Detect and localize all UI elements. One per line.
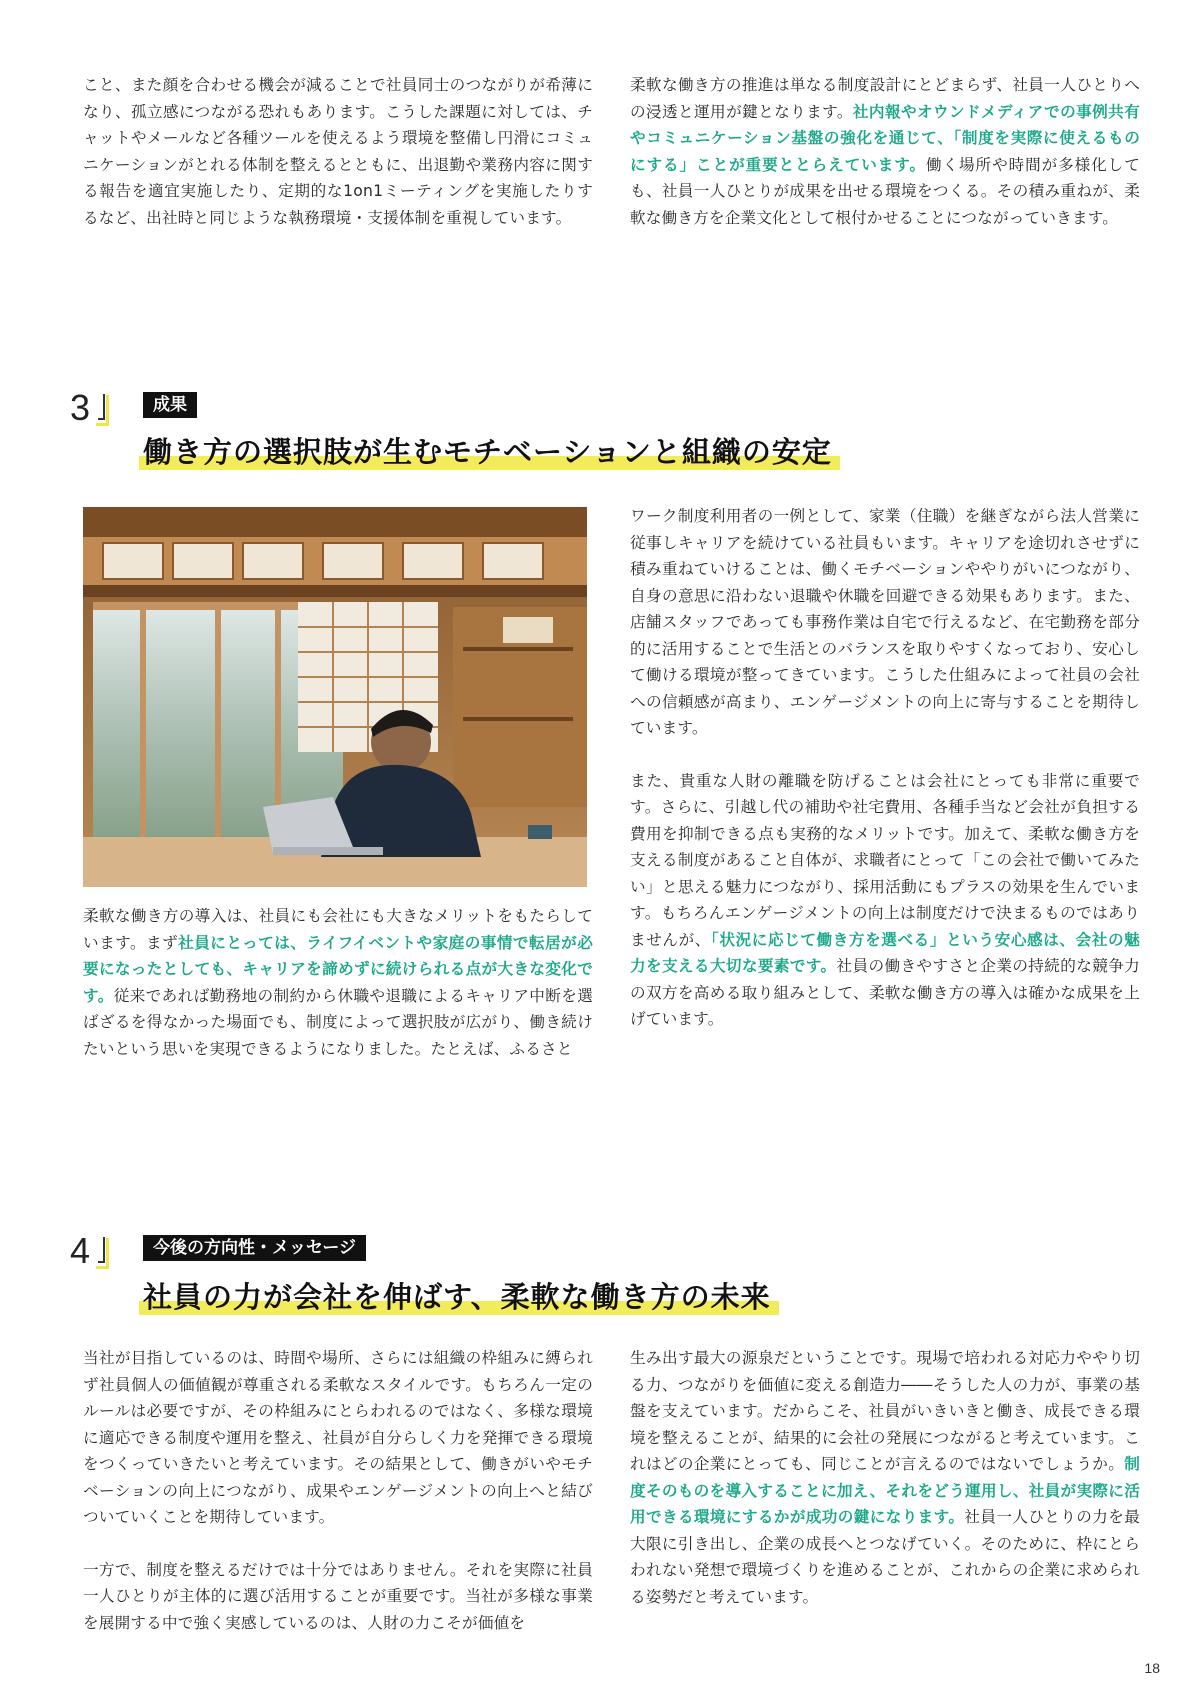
section-4-left-paragraph-2: 一方で、制度を整えるだけでは十分ではありません。それを実際に社員一人ひとりが主体的に選び活用することが重要です。当社が多様な事業を展開する中で強く実感しているのは、人財の力こそが価値を: [83, 1560, 593, 1632]
text-run: 社員の働きやすさと企業の持続的な競争力の双方を高める取り組みとして、柔軟な働き方の導入は確かな成果を上げています。: [630, 957, 1140, 1028]
section-4-number: 4: [70, 1230, 91, 1271]
text-run: 柔軟な働き方の導入は、社員にも会社にも大きなメリットをもたらしています。まず: [83, 907, 593, 952]
section-4-right-column: [630, 1345, 1140, 1610]
section-3-badge: 成果: [143, 392, 197, 418]
highlight-text: 社員にとっては、ライフイベントや家庭の事情で転居が必要になったとしても、キャリアを諦めずに続けられる点が大きな変化です。: [83, 933, 593, 1005]
photo-illustration: [83, 507, 587, 887]
top-right-paragraph: [630, 72, 1140, 231]
text-run: 生み出す最大の源泉だということです。現場で培われる対応力ややり切る力、つながりを価値に変える創造力――そうした人の力が、事業の基盤を支えています。だからこそ、社員がいきいきと働き、成長できる環境を整えることが、結果的に会社の発展につながると考えています。これはどの企業にとっても、同じことが言えるのではないでしょうか。: [630, 1349, 1140, 1473]
section-4-left-paragraph-1: 当社が目指しているのは、時間や場所、さらには組織の枠組みに縛られず社員個人の価値観が尊重される柔軟なスタイルです。もちろん一定のルールは必要ですが、その枠組みにとらわれるのではなく、多様な環境に適応できる制度や運用を整え、社員が自分らしく力を発揮できる環境をつくっていきたいと考えています。その結果として、働きがいやモチベーションの向上につながり、成果やエンゲージメントの向上へと結びついていくことを期待しています。: [83, 1349, 593, 1526]
top-right-column: [630, 72, 1140, 231]
section-3-title: [143, 432, 832, 472]
highlight-text: 制度そのものを導入することに加え、それをどう運用し、社員が実際に活用できる環境にするかが成功の鍵になります。: [630, 1455, 1140, 1526]
top-left-paragraph: こと、また顔を合わせる機会が減ることで社員同士のつながりが希薄になり、孤立感につながる恐れもあります。こうした課題に対しては、チャットやメールなど各種ツールを使えるよう環境を整備し円滑にコミュニケーションがとれる体制を整えるとともに、出退勤や業務内容に関する報告を適宜実施したり、定期的な1on1ミーティングを実施したりするなど、出社時と同じような執務環境・支援体制を重視しています。: [83, 76, 593, 227]
office-photo: [83, 507, 587, 887]
text-run: 働く場所や時間が多様化しても、社員一人ひとりが成果を出せる環境をつくる。その積み重ねが、柔軟な働き方を企業文化として根付かせることにつながっていきます。: [630, 155, 1140, 227]
section-3-left-paragraph: [83, 903, 593, 1062]
highlight-text: 社内報やオウンドメディアでの事例共有やコミュニケーション基盤の強化を通じて、「制度を実際に使えるものにする」ことが重要ととらえています。: [630, 102, 1140, 174]
page-number: 18: [1144, 1660, 1160, 1676]
top-left-column: [83, 72, 593, 231]
text-run: また、貴重な人財の離職を防げることは会社にとっても非常に重要です。さらに、引越し代の補助や社宅費用、各種手当など会社が負担する費用を抑制できる点も実務的なメリットです。加えて、柔軟な働き方を支える制度があること自体が、求職者にとって「この会社で働いてみたい」と思える魅力につながり、採用活動にもプラスの効果を生んでいます。もちろんエンゲージメントの向上は制度だけで決まるものではありませんが、: [630, 771, 1140, 949]
section-3-title-text: 働き方の選択肢が生むモチベーションと組織の安定: [143, 435, 832, 469]
section-4-badge: 今後の方向性・メッセージ: [143, 1235, 366, 1261]
section-3-left-column: [83, 903, 593, 1062]
section-3-right-paragraph-1: ワーク制度利用者の一例として、家業（住職）を継ぎながら法人営業に従事しキャリアを続けている社員もいます。キャリアを途切れさせずに積み重ねていけることは、働くモチベーションややりがいにつながり、自身の意思に沿わない退職や休職を回避できる効果もあります。また、店舗スタッフであっても事務作業は自宅で行えるなど、在宅勤務を部分的に活用することで生活とのバランスを取りやすくなっており、安心して働ける環境が整ってきています。こうした仕組みによって社員の会社への信頼感が高まり、エンゲージメントの向上に寄与することを期待しています。: [630, 507, 1140, 737]
text-run: 社員一人ひとりの力を最大限に引き出し、企業の成長へとつなげていく。そのために、枠にとらわれない発想で環境づくりを進めることが、これからの企業に求められる姿勢だと考えています。: [630, 1508, 1141, 1606]
section-3-right-column: [630, 503, 1140, 1033]
section-3-number: 3: [70, 387, 91, 428]
highlight-text: 「状況に応じて働き方を選べる」という安心感は、会社の魅力を支える大切な要素です。: [630, 930, 1140, 975]
section-4-title-text: 社員の力が会社を伸ばす、柔軟な働き方の未来: [143, 1280, 771, 1314]
section-4-left-column: [83, 1345, 593, 1636]
section-4-right-paragraph: [630, 1345, 1140, 1610]
text-run: 柔軟な働き方の推進は単なる制度設計にとどまらず、社員一人ひとりへの浸透と運用が鍵となります。: [630, 76, 1140, 121]
text-run: 従来であれば勤務地の制約から休職や退職によるキャリア中断を選ばざるを得なかった場面でも、制度によって選択肢が広がり、働き続けたいという思いを実現できるようになりました。たとえば、ふるさと: [83, 986, 593, 1058]
section-4-corner-mark-inner: [98, 1237, 105, 1263]
section-4-title: [143, 1277, 771, 1317]
section-3-right-paragraph-2: [630, 768, 1140, 1033]
section-3-corner-mark-inner: [98, 394, 105, 420]
